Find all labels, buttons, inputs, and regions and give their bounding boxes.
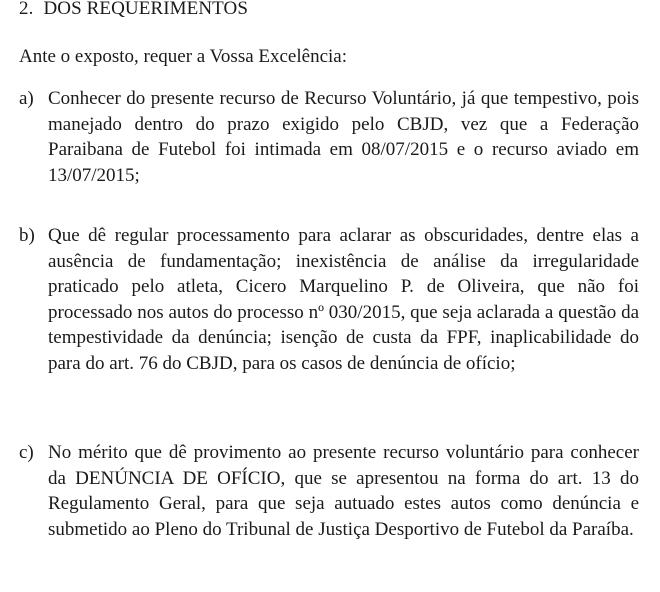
item-marker: a) xyxy=(19,88,34,109)
section-number: 2. xyxy=(19,0,34,19)
request-item-b xyxy=(19,223,639,376)
intro-paragraph: Ante o exposto, requer a Vossa Excelência: xyxy=(19,46,348,67)
item-text: No mérito que dê provimento ao presente recurso voluntário para conhecer da DENÚNCIA DE OFÍCIO, que se apresentou na forma do art. 13 do Regulamento Geral, para que seja autuado estes autos como denúncia e submetido ao Pleno do Tribunal de Justiça Desportivo de Futebol da Paraíba. xyxy=(48,442,639,540)
section-heading xyxy=(19,0,248,22)
item-marker: c) xyxy=(19,442,34,463)
item-marker: b) xyxy=(19,225,35,246)
request-item-c xyxy=(19,440,639,542)
section-title: DOS REQUERIMENTOS xyxy=(43,0,249,19)
item-text: Que dê regular processamento para aclarar as obscuridades, dentre elas a ausência de fundamentação; inexistência de análise da irregularidade praticado pelo atleta, Cicero Marquelino P. de Oliveira, que não foi processado nos autos do processo nº 030/2015, que seja aclarada a questão da tempestividade da denúncia; isenção de custa da FPF, inaplicabilidade do para do art. 76 do CBJD, para os casos de denúncia de ofício; xyxy=(48,225,639,374)
item-text: Conhecer do presente recurso de Recurso Voluntário, já que tempestivo, pois manejado dentro do prazo exigido pelo CBJD, vez que a Federação Paraibana de Futebol foi intimada em 08/07/2015 e o recurso aviado em 13/07/2015; xyxy=(48,88,639,186)
request-item-a xyxy=(19,86,639,188)
